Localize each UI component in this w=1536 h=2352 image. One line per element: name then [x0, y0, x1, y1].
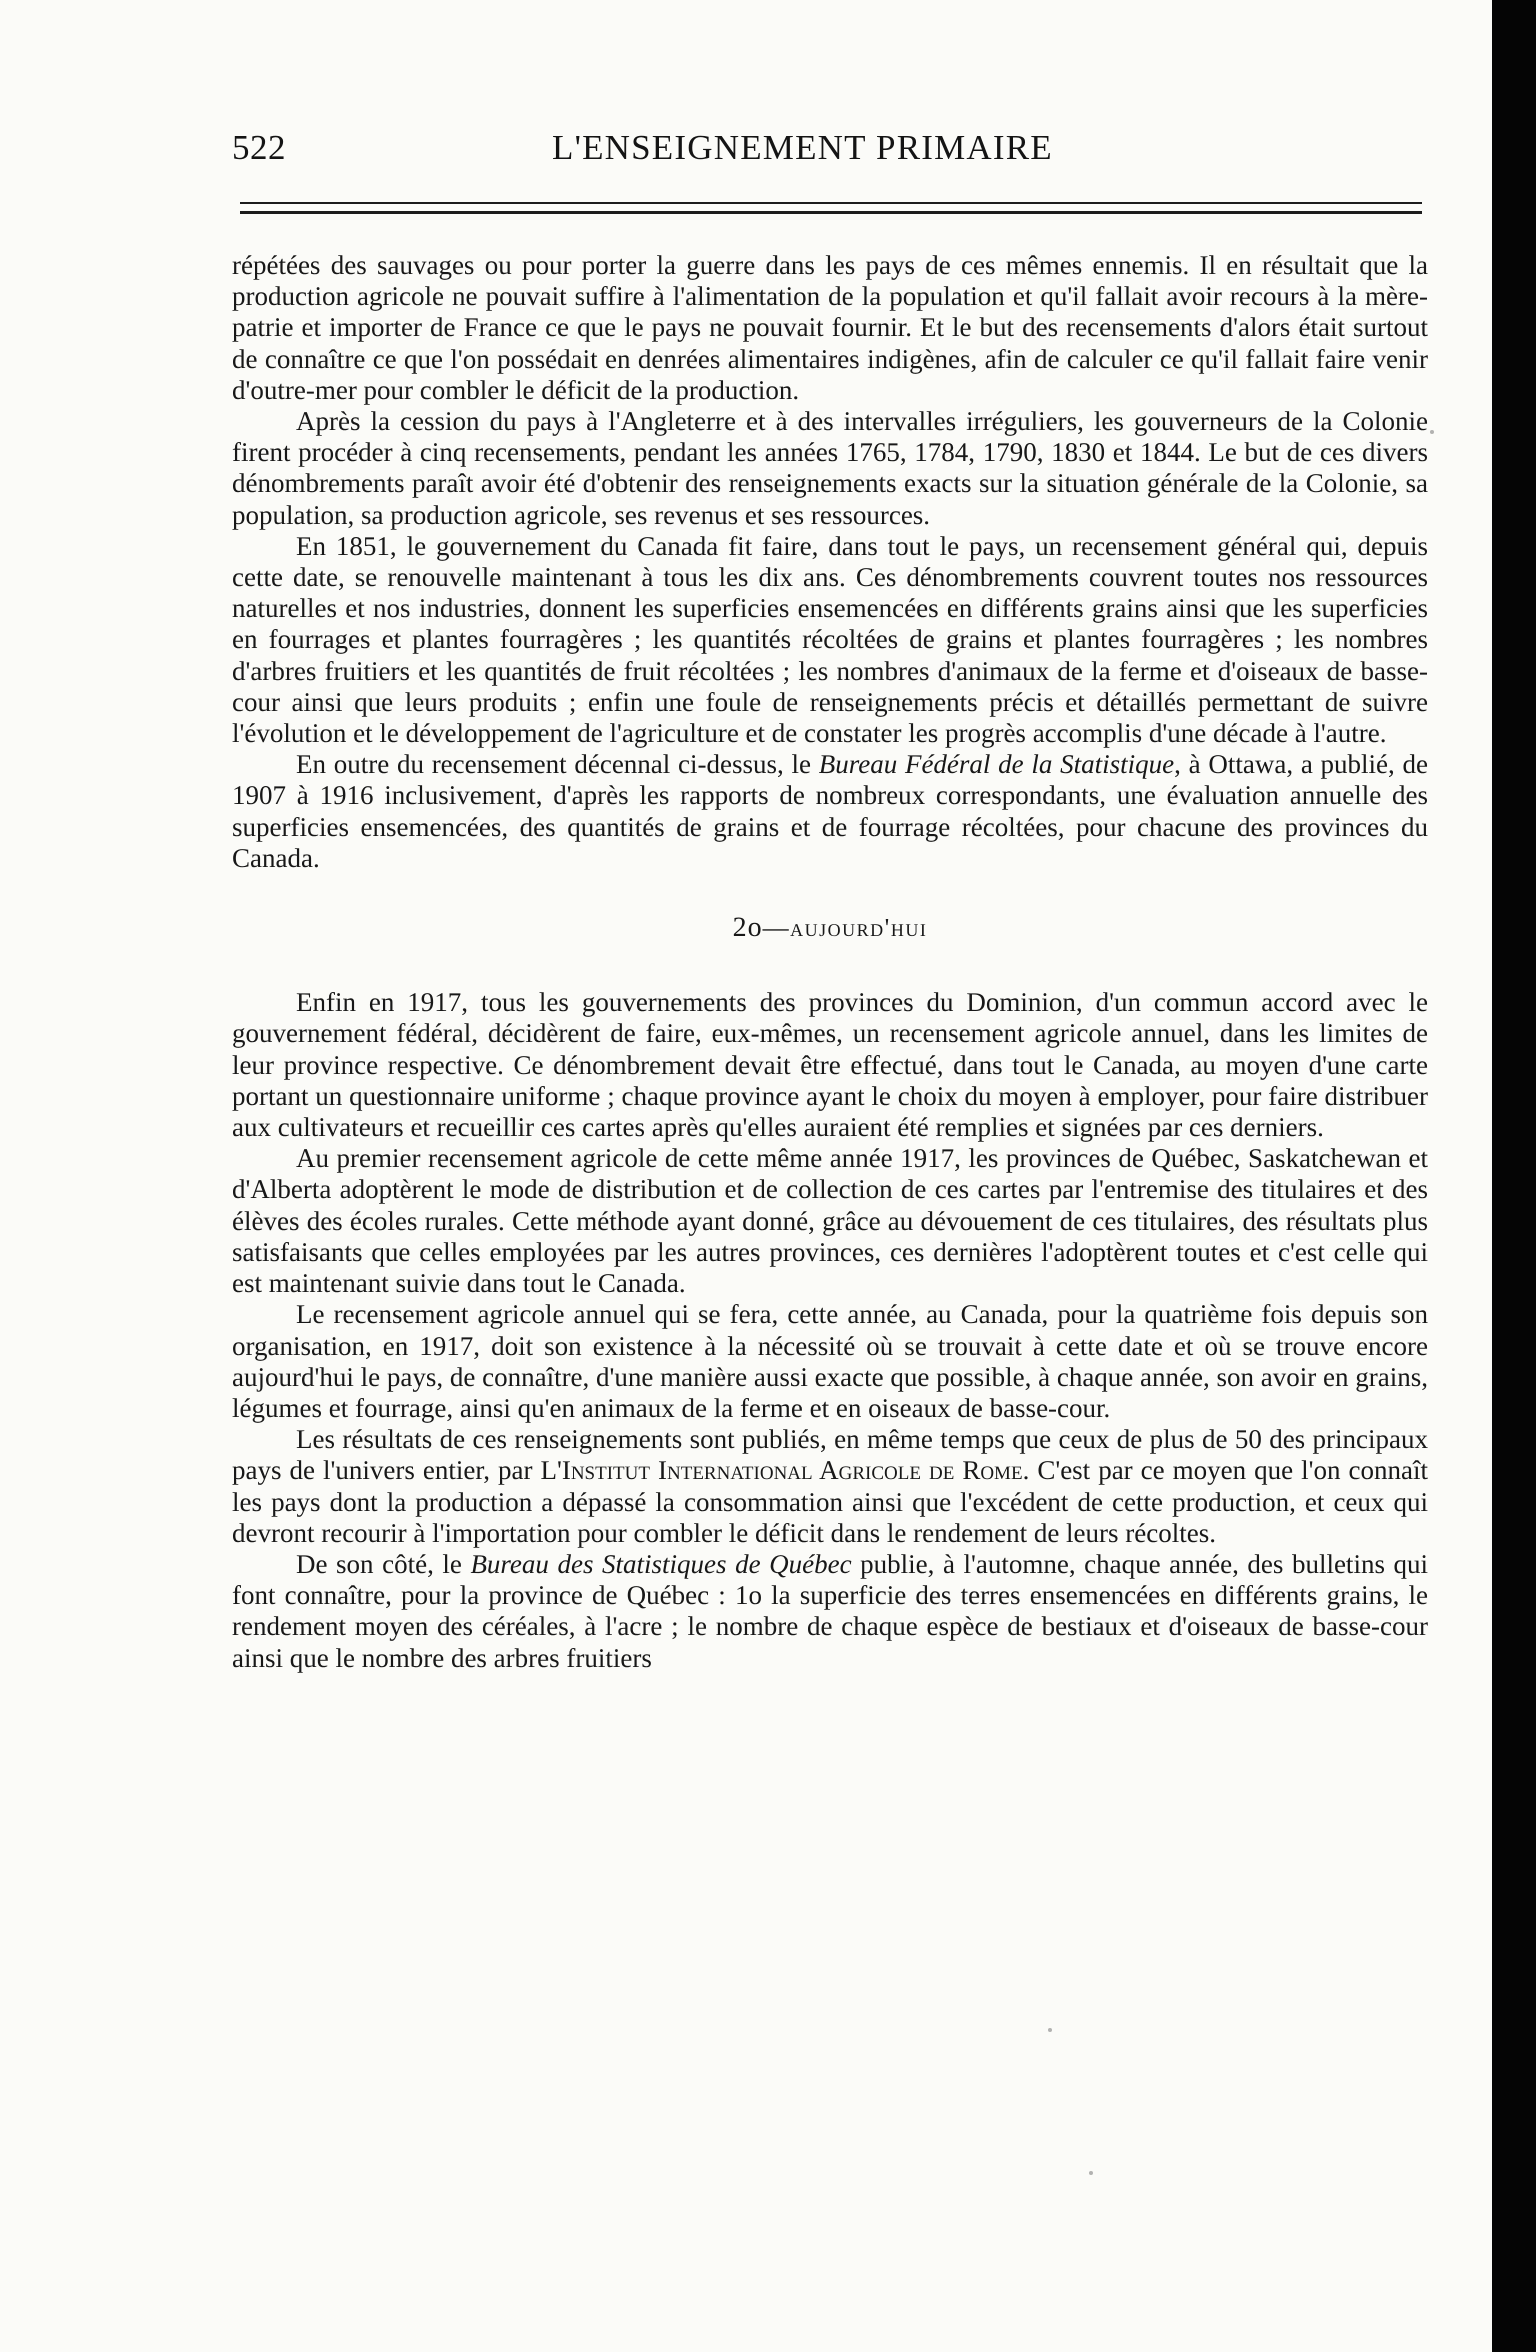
section-number: 2o: [732, 912, 763, 944]
paragraph-7: Le recensement agricole annuel qui se fera, cette année, au Canada, pour la quatrième fois depuis son organisation, en 1917, doit son existence à la nécessité où se trouvait à cette date et où se trouve encore aujourd'hui le pays, de connaître, d'une manière aussi exacte que possible, à chaque année, son avoir en grains, légumes et fourrage, ainsi qu'en animaux de la ferme et en oiseaux de basse-cour.: [232, 1299, 1428, 1423]
paragraph-3: En 1851, le gouvernement du Canada fit faire, dans tout le pays, un recensement général qui, depuis cette date, se renouvelle maintenant à tous les dix ans. Ces dénombrements couvrent toutes nos ressources naturelles et nos industries, donnent les superficies ensemencées en différents grains ainsi que les superficies en fourrages et plantes fourragères ; les quantités récoltées de grains et plantes fourragères ; les nombres d'arbres fruitiers et les quantités de fruit récoltées ; les nombres d'animaux de la ferme et d'oiseaux de basse-cour ainsi que leurs produits ; enfin une foule de renseignements précis et détaillés permettant de suivre l'évolution et le développement de l'agriculture et de constater les progrès accomplis d'une décade à l'autre.: [232, 530, 1428, 749]
page-number: 522: [232, 128, 286, 167]
scan-speck: [1089, 2171, 1093, 2175]
paragraph-9: [232, 1549, 1428, 1674]
paragraph-6: Au premier recensement agricole de cette même année 1917, les provinces de Québec, Saskatchewan et d'Alberta adoptèrent le mode de distribution et de collection de ces cartes par l'entremise des titulaires et des élèves des écoles rurales. Cette méthode ayant donné, grâce au dévouement de ces titulaires, des résultats plus satisfaisants que celles employées par les autres provinces, ces dernières l'adoptèrent toutes et c'est celle qui est maintenant suivie dans tout le Canada.: [232, 1143, 1428, 1299]
paragraph-4-text-end: , à Ottawa, a publié, de 1907 à 1916 inclusivement, d'après les rapports de nombreux correspondants, une évaluation annuelle des superficies ensemencées, des quantités de grains et de fourrage récoltées, pour chacune des provinces du Canada.: [232, 749, 1429, 873]
paragraph-2: Après la cession du pays à l'Angleterre et à des intervalles irréguliers, les gouverneurs de la Colonie firent procéder à cinq recensements, pendant les années 1765, 1784, 1790, 1830 et 1844. Le but de ces divers dénombrements paraît avoir été d'obtenir des renseignements exacts sur la situation générale de la Colonie, sa population, sa production agricole, ses revenus et ses ressources.: [232, 406, 1428, 530]
section-title: —aujourd'hui: [762, 913, 928, 943]
paragraph-4: [232, 749, 1428, 874]
paragraph-8-text-start: Les résultats de ces renseignements sont publiés, en même temps que ceux de plus de 50 des principaux pays de l'univers entier, par: [232, 1424, 1428, 1486]
quebec-bureau-name: Bureau des Statistiques de Québec: [470, 1548, 852, 1579]
scanner-border: [1492, 0, 1536, 2352]
paragraph-5: Enfin en 1917, tous les gouvernements des provinces du Dominion, d'un commun accord avec le gouvernement fédéral, décidèrent de faire, eux-mêmes, un recensement agricole annuel, dans les limites de leur province respective. Ce dénombrement devait être effectué, dans tout le Canada, au moyen d'une carte portant un questionnaire uniforme ; chaque province ayant le choix du moyen à employer, pour faire distribuer aux cultivateurs et recueillir ces cartes après qu'elles auraient été remplies et signées par ces derniers.: [232, 987, 1428, 1143]
paragraph-1: répétées des sauvages ou pour porter la guerre dans les pays de ces mêmes ennemis. Il en résultait que la production agricole ne pouvait suffire à l'alimentation de la population et qu'il fallait avoir recours à la mère-patrie et importer de France ce que le pays ne pouvait fournir. Et le but des recensements d'alors était surtout de connaître ce que l'on possédait en denrées alimentaires indigènes, afin de calculer ce qu'il fallait faire venir d'outre-mer pour combler le déficit de la production.: [232, 250, 1428, 405]
paragraph-9-text-start: De son côté, le: [296, 1548, 471, 1579]
running-title: L'ENSEIGNEMENT PRIMAIRE: [552, 128, 1053, 167]
paragraph-4-text-start: En outre du recensement décennal ci-dessus, le: [296, 749, 819, 780]
scan-speck: [1430, 430, 1434, 434]
section-heading: [232, 912, 1428, 943]
document-text: [232, 250, 1428, 1674]
header-rule-top: [240, 202, 1422, 204]
paragraph-9-text-end: publie, à l'automne, chaque année, des bulletins qui font connaître, pour la province de Québec : 1o la superficie des terres ensemencées en différents grains, le rendement moyen des céréales, à l'acre ; le nombre de chaque espèce de bestiaux et d'oiseaux de basse-cour ainsi que le nombre des arbres fruitiers: [232, 1548, 1429, 1673]
bureau-federal-name: Bureau Fédéral de la Statistique: [818, 749, 1175, 780]
institute-name: L'Institut International Agricole de Rome: [540, 1455, 1023, 1486]
paragraph-8-text-end: . C'est par ce moyen que l'on connaît les pays dont la production a dépassé la consommation ainsi que l'excédent de cette production, et ceux qui devront recourir à l'importation pour combler le déficit dans le rendement de leurs récoltes.: [232, 1455, 1428, 1548]
paragraph-8: [232, 1424, 1428, 1549]
page-header: [232, 128, 1432, 176]
scan-speck: [1048, 2028, 1052, 2032]
header-rule-bottom: [240, 211, 1422, 214]
